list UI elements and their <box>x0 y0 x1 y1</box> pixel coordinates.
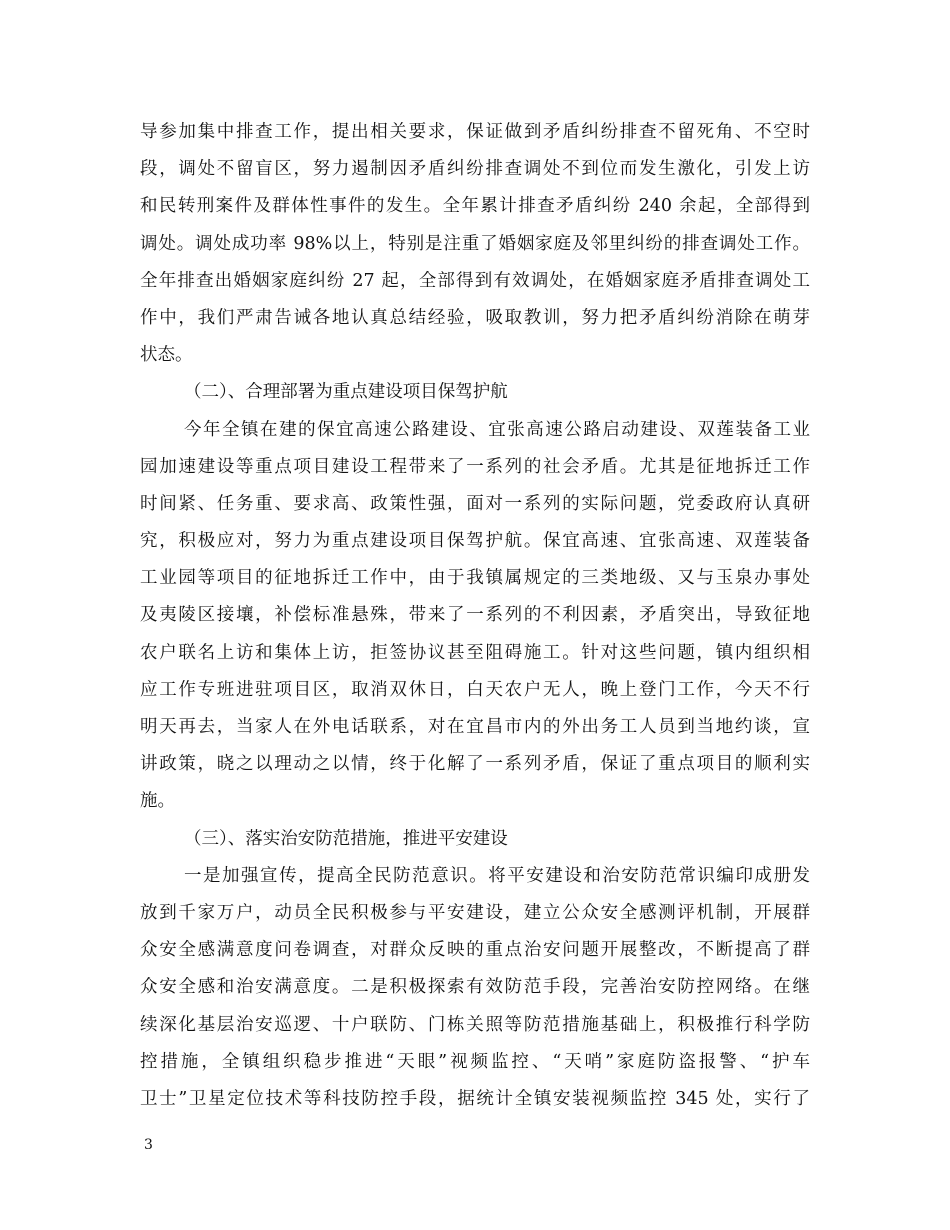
text-line: 众安全感满意度问卷调查，对群众反映的重点治安问题开展整改，不断提高了群 <box>140 940 810 961</box>
text-line: 农户联名上访和集体上访，拒签协议甚至阻碍施工。针对这些问题，镇内组织相 <box>140 642 810 663</box>
text-line: 工业园等项目的征地拆迁工作中，由于我镇属规定的三类地级、又与玉泉办事处 <box>140 568 810 589</box>
paragraph-start-line: 一是加强宣传，提高全民防范意识。将平安建设和治安防范常识编印成册发 <box>184 865 810 886</box>
paragraph-start-line: （二）、合理部署为重点建设项目保驾护航 <box>184 382 508 403</box>
text-line: 卫士”卫星定位技术等科技防控手段，据统计全镇安装视频监控 345 处，实行了 <box>140 1088 810 1109</box>
text-line: 究，积极应对，努力为重点建设项目保驾护航。保宜高速、宜张高速、双莲装备 <box>140 531 810 552</box>
text-line: 施。 <box>140 791 175 812</box>
body-text <box>140 114 810 1118</box>
paragraph-start-line: （三）、落实治安防范措施，推进平安建设 <box>184 828 508 849</box>
text-line: 段，调处不留盲区，努力遏制因矛盾纠纷排查调处不到位而发生激化，引发上访 <box>140 159 810 180</box>
text-line: 及夷陵区接壤，补偿标准悬殊，带来了一系列的不利因素，矛盾突出，导致征地 <box>140 605 810 626</box>
text-line: 导参加集中排查工作，提出相关要求，保证做到矛盾纠纷排查不留死角、不空时 <box>140 122 810 142</box>
text-line: 作中，我们严肃告诫各地认真总结经验，吸取教训，努力把矛盾纠纷消除在萌芽 <box>140 307 810 328</box>
text-line: 时间紧、任务重、要求高、政策性强，面对一系列的实际问题，党委政府认真研 <box>140 493 810 514</box>
text-line: 明天再去，当家人在外电话联系，对在宜昌市内的外出务工人员到当地约谈，宣 <box>140 717 810 737</box>
text-line: 讲政策，晓之以理动之以情，终于化解了一系列矛盾，保证了重点项目的顺利实 <box>140 754 810 775</box>
text-line: 园加速建设等重点项目建设工程带来了一系列的社会矛盾。尤其是征地拆迁工作 <box>140 456 810 477</box>
text-line: 控措施，全镇组织稳步推进“天眼”视频监控、“天哨”家庭防盗报警、“护车 <box>140 1051 810 1072</box>
text-line: 全年排查出婚姻家庭纠纷 27 起，全部得到有效调处，在婚姻家庭矛盾排查调处工 <box>140 270 810 291</box>
text-line: 放到千家万户，动员全民积极参与平安建设，建立公众安全感测评机制，开展群 <box>140 902 810 923</box>
text-line: 众安全感和治安满意度。二是积极探索有效防范手段，完善治安防控网络。在继 <box>140 977 810 998</box>
page-number: 3 <box>144 1137 153 1153</box>
paragraph-start-line: 今年全镇在建的保宜高速公路建设、宜张高速公路启动建设、双莲装备工业 <box>184 419 810 440</box>
text-line: 续深化基层治安巡逻、十户联防、门栋关照等防范措施基础上，积极推行科学防 <box>140 1014 810 1035</box>
text-line: 状态。 <box>140 345 193 366</box>
text-line: 和民转刑案件及群体性事件的发生。全年累计排查矛盾纠纷 240 余起，全部得到 <box>140 196 810 217</box>
text-line: 调处。调处成功率 98%以上，特别是注重了婚姻家庭及邻里纠纷的排查调处工作。 <box>140 233 810 254</box>
text-line: 应工作专班进驻项目区，取消双休日，白天农户无人，晚上登门工作，今天不行 <box>140 679 810 700</box>
